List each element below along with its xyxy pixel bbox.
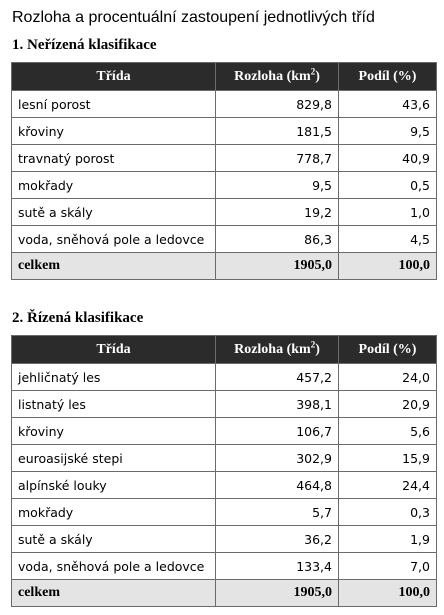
table-row — [12, 553, 437, 580]
area-cell: 5,7 — [216, 499, 339, 526]
class-name-cell: voda, sněhová pole a ledovce — [12, 226, 216, 253]
column-header-share: Podíl (%) — [339, 63, 437, 91]
column-header-share: Podíl (%) — [339, 336, 437, 364]
area-cell: 9,5 — [216, 172, 339, 199]
total-label-cell: celkem — [12, 253, 216, 280]
total-label-cell: celkem — [12, 580, 216, 607]
class-name-cell: travnatý porost — [12, 145, 216, 172]
table-header-row — [12, 336, 437, 364]
class-name-cell: křoviny — [12, 118, 216, 145]
class-name-cell: mokřady — [12, 172, 216, 199]
class-name-cell: voda, sněhová pole a ledovce — [12, 553, 216, 580]
area-header-label: Rozloha (km — [234, 341, 311, 357]
area-cell: 36,2 — [216, 526, 339, 553]
column-header-class: Třída — [12, 336, 216, 364]
share-cell: 1,9 — [339, 526, 437, 553]
share-cell: 43,6 — [339, 91, 437, 118]
class-name-cell: sutě a skály — [12, 526, 216, 553]
share-cell: 20,9 — [339, 391, 437, 418]
table-row — [12, 199, 437, 226]
table-row — [12, 91, 437, 118]
class-name-cell: křoviny — [12, 418, 216, 445]
class-name-cell: jehličnatý les — [12, 364, 216, 391]
share-cell: 4,5 — [339, 226, 437, 253]
area-cell: 133,4 — [216, 553, 339, 580]
area-cell: 19,2 — [216, 199, 339, 226]
column-header-class: Třída — [12, 63, 216, 91]
table-row — [12, 172, 437, 199]
table-row — [12, 526, 437, 553]
area-header-superscript: 2 — [310, 338, 316, 349]
total-row — [12, 580, 437, 607]
table-row — [12, 226, 437, 253]
area-cell: 398,1 — [216, 391, 339, 418]
section-title-unsupervised: 1. Neřízená klasifikace — [12, 37, 157, 53]
share-cell: 24,0 — [339, 364, 437, 391]
table-header-row — [12, 63, 437, 91]
share-cell: 7,0 — [339, 553, 437, 580]
class-name-cell: lesní porost — [12, 91, 216, 118]
table-row — [12, 499, 437, 526]
area-cell: 457,2 — [216, 364, 339, 391]
total-area-cell: 1905,0 — [216, 253, 339, 280]
area-cell: 778,7 — [216, 145, 339, 172]
share-cell: 9,5 — [339, 118, 437, 145]
table-row — [12, 418, 437, 445]
area-cell: 106,7 — [216, 418, 339, 445]
share-cell: 24,4 — [339, 472, 437, 499]
table-row — [12, 472, 437, 499]
area-header-close: ) — [315, 68, 320, 84]
area-header-superscript: 2 — [310, 65, 316, 76]
table-row — [12, 364, 437, 391]
share-cell: 40,9 — [339, 145, 437, 172]
area-cell: 829,8 — [216, 91, 339, 118]
class-name-cell: mokřady — [12, 499, 216, 526]
unsupervised-classification-table — [11, 62, 437, 280]
share-cell: 0,5 — [339, 172, 437, 199]
class-name-cell: euroasijské stepi — [12, 445, 216, 472]
total-row — [12, 253, 437, 280]
page-title: Rozloha a procentuální zastoupení jednotlivých tříd — [12, 9, 375, 26]
class-name-cell: sutě a skály — [12, 199, 216, 226]
table-row — [12, 145, 437, 172]
area-cell: 302,9 — [216, 445, 339, 472]
area-header-close: ) — [315, 341, 320, 357]
area-cell: 86,3 — [216, 226, 339, 253]
supervised-classification-table — [11, 335, 437, 607]
total-area-cell: 1905,0 — [216, 580, 339, 607]
share-cell: 1,0 — [339, 199, 437, 226]
area-header-label: Rozloha (km — [234, 68, 311, 84]
total-share-cell: 100,0 — [339, 253, 437, 280]
column-header-area — [216, 63, 339, 91]
table-row — [12, 118, 437, 145]
table-row — [12, 445, 437, 472]
share-cell: 0,3 — [339, 499, 437, 526]
area-cell: 464,8 — [216, 472, 339, 499]
share-cell: 5,6 — [339, 418, 437, 445]
section-title-supervised: 2. Řízená klasifikace — [12, 310, 144, 326]
total-share-cell: 100,0 — [339, 580, 437, 607]
area-cell: 181,5 — [216, 118, 339, 145]
table-row — [12, 391, 437, 418]
class-name-cell: listnatý les — [12, 391, 216, 418]
class-name-cell: alpínské louky — [12, 472, 216, 499]
share-cell: 15,9 — [339, 445, 437, 472]
column-header-area — [216, 336, 339, 364]
